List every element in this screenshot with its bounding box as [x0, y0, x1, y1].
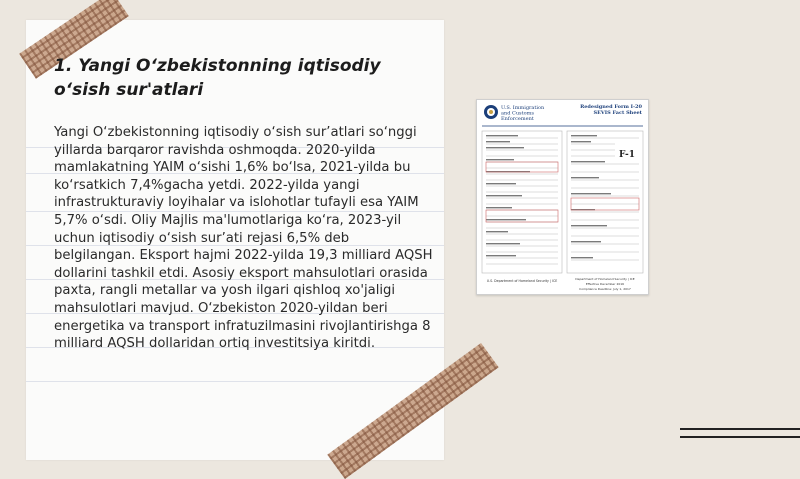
dhs-seal-center [489, 110, 493, 114]
doc-heading-2: SEVIS Fact Sheet [593, 110, 642, 116]
right-caption-1: Department of Homeland Security | ICE [575, 277, 635, 281]
slide-body-text: Yangi O‘zbekistonning iqtisodiy o‘sish sur’atlari so‘nggi yillarda barqaror ravishda oshmoqda. 2020-yilda mamlakatning YAIM o‘sishi 1,6% bo‘lsa, 2021-yilda bu ko‘rsatkich 7,4%gacha yetdi. 2022-yilda yangi infrastrukturaviy loyihalar va islohotlar tufayli esa YAIM 5,7% o‘sdi. Oliy Majlis ma'lumotlariga ko‘ra, 2023-yil uchun iqtisodiy o‘sish sur’ati rejasi 6,5% deb belgilangan. Eksport hajmi 2022-yilda 19,3 milliard AQSH dollarini tashkil etdi. Asosiy eksport mahsulotlari orasida paxta, rangli metallar va yosh ilgari qishloq xo'jaligi mahsulotlari mavjud. O‘zbekiston 2020-yildan beri energetika va transport infratuzilmasini rivojlantirishga 8 milliard AQSH dollaridan ortiq investitsiya kiritdi. [54, 125, 433, 352]
left-caption: U.S. Department of Homeland Security | ICE [486, 279, 558, 283]
slide-title: 1. Yangi O‘zbekistonning iqtisodiy o‘sish sur'atlari [54, 56, 381, 100]
agency-line-3: Enforcement [501, 116, 534, 122]
decorative-rule [680, 428, 800, 430]
decorative-rule [680, 436, 800, 438]
doc-heading-1: Redesigned Form I-20 [580, 104, 642, 110]
form-preview [477, 100, 648, 294]
form-code: F-1 [619, 150, 635, 160]
form-page-left [482, 131, 562, 273]
right-caption-3: Compliance Deadline: July 1, 2017 [579, 287, 631, 291]
agency-line-1: U.S. Immigration [501, 105, 545, 111]
document-image [476, 99, 649, 295]
ruled-line [26, 381, 444, 382]
right-caption-2: Effective December 2016 [585, 282, 625, 286]
agency-line-2: and Customs [501, 110, 534, 117]
